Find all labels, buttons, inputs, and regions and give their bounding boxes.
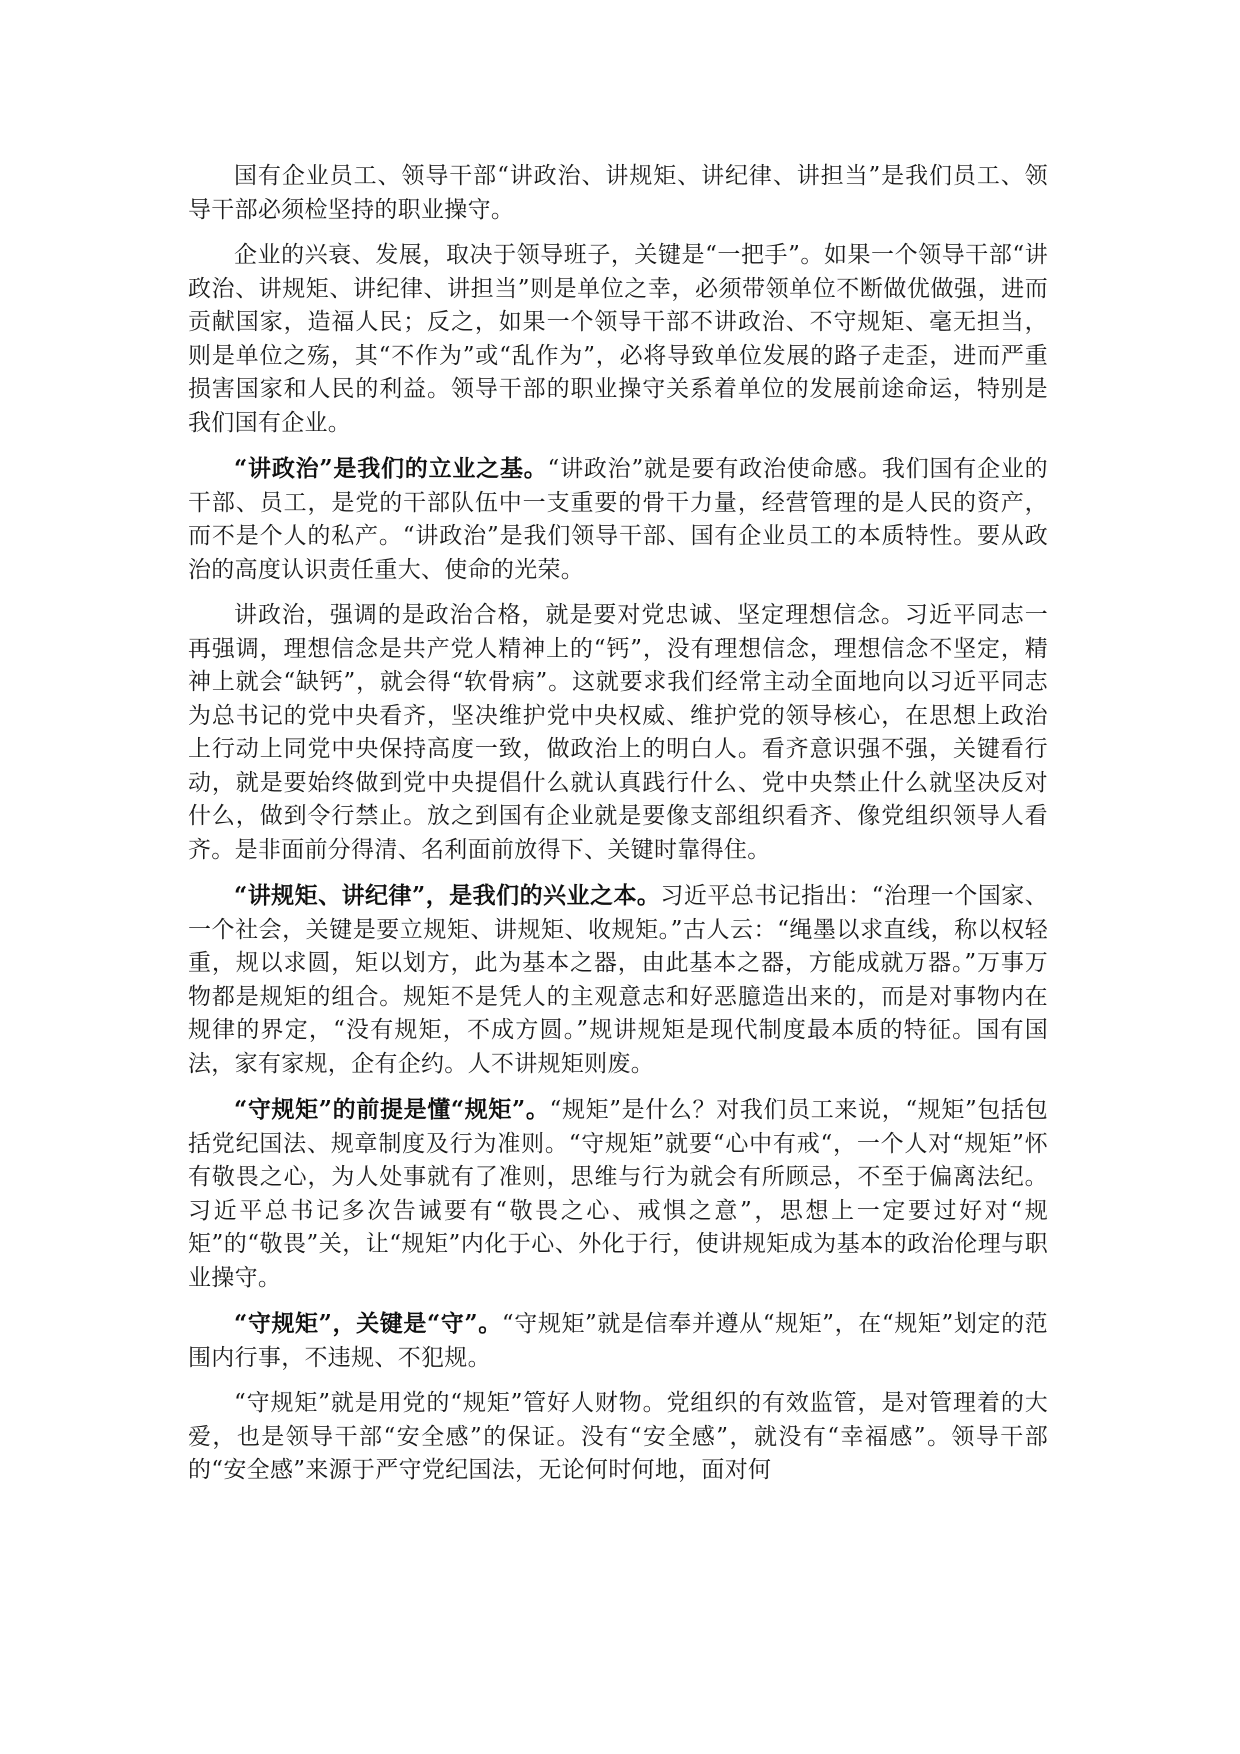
paragraph-2 — [188, 239, 1048, 440]
paragraph-5 — [188, 879, 1048, 1081]
paragraph-3 — [188, 452, 1048, 587]
paragraph-3-lead: “讲政治”是我们的立业之基。 — [234, 455, 548, 482]
paragraph-7 — [188, 1307, 1048, 1375]
paragraph-8 — [188, 1387, 1048, 1488]
document-body — [188, 160, 1048, 1500]
paragraph-4 — [188, 599, 1048, 867]
paragraph-3-text: “讲政治”就是要有政治使命感。我们国有企业的干部、员工，是党的干部队伍中一支重要的骨干力量，经营管理的是人民的资产，而不是个人的私产。“讲政治”是我们领导干部、国有企业员工的本质特性。要从政治的高度认识责任重大、使命的光荣。 — [188, 456, 1048, 583]
paragraph-8-text: “守规矩”就是用党的“规矩”管好人财物。党组织的有效监管，是对管理着的大爱，也是领导干部“安全感”的保证。没有“安全感”，就没有“幸福感”。领导干部的“安全感”来源于严守党纪国法，无论何时何地，面对何 — [188, 1390, 1048, 1483]
paragraph-2-text: 企业的兴衰、发展，取决于领导班子，关键是“一把手”。如果一个领导干部“讲政治、讲规矩、讲纪律、讲担当”则是单位之幸，必须带领单位不断做优做强，进而贡献国家，造福人民；反之，如果一个领导干部不讲政治、不守规矩、毫无担当，则是单位之殇，其“不作为”或“乱作为”，必将导致单位发展的路子走歪，进而严重损害国家和人民的利益。领导干部的职业操守关系着单位的发展前途命运，特别是我们国有企业。 — [188, 242, 1048, 436]
paragraph-6-text: “规矩”是什么？对我们员工来说，“规矩”包括包括党纪国法、规章制度及行为准则。“守规矩”就要“心中有戒“，一个人对“规矩”怀有敬畏之心，为人处事就有了准则，思维与行为就会有所顾忌，不至于偏离法纪。习近平总书记多次告诫要有“敬畏之心、戒惧之意”，思想上一定要过好对“规矩”的“敬畏”关，让“规矩”内化于心、外化于行，使讲规矩成为基本的政治伦理与职业操守。 — [188, 1097, 1048, 1291]
paragraph-5-text: 习近平总书记指出：“治理一个国家、一个社会，关键是要立规矩、讲规矩、收规矩。”古人云：“绳墨以求直线，称以权轻重，规以求圆，矩以划方，此为基本之器，由此基本之器，方能成就万器。”万事万物都是规矩的组合。规矩不是凭人的主观意志和好恶臆造出来的，而是对事物内在规律的界定，“没有规矩，不成方圆。”规讲规矩是现代制度最本质的特征。国有国法，家有家规，企有企约。人不讲规矩则废。 — [188, 883, 1048, 1077]
paragraph-7-lead: “守规矩”，关键是“守”。 — [234, 1310, 502, 1337]
paragraph-1-text: 国有企业员工、领导干部“讲政治、讲规矩、讲纪律、讲担当”是我们员工、领导干部必须检坚持的职业操守。 — [188, 163, 1048, 223]
paragraph-4-text: 讲政治，强调的是政治合格，就是要对党忠诚、坚定理想信念。习近平同志一再强调，理想信念是共产党人精神上的“钙”，没有理想信念，理想信念不坚定，精神上就会“缺钙”，就会得“软骨病”。这就要求我们经常主动全面地向以习近平同志为总书记的党中央看齐，坚决维护党中央权威、维护党的领导核心，在思想上政治上行动上同党中央保持高度一致，做政治上的明白人。看齐意识强不强，关键看行动，就是要始终做到党中央提倡什么就认真践行什么、党中央禁止什么就坚决反对什么，做到令行禁止。放之到国有企业就是要像支部组织看齐、像党组织领导人看齐。是非面前分得清、名利面前放得下、关键时靠得住。 — [188, 602, 1048, 863]
paragraph-1 — [188, 160, 1048, 227]
paragraph-6 — [188, 1093, 1048, 1295]
paragraph-5-lead: “讲规矩、讲纪律”，是我们的兴业之本。 — [234, 882, 661, 909]
paragraph-7-text: “守规矩”就是信奉并遵从“规矩”，在“规矩”划定的范围内行事，不违规、不犯规。 — [188, 1311, 1048, 1371]
paragraph-6-lead: “守规矩”的前提是懂“规矩”。 — [234, 1096, 550, 1123]
